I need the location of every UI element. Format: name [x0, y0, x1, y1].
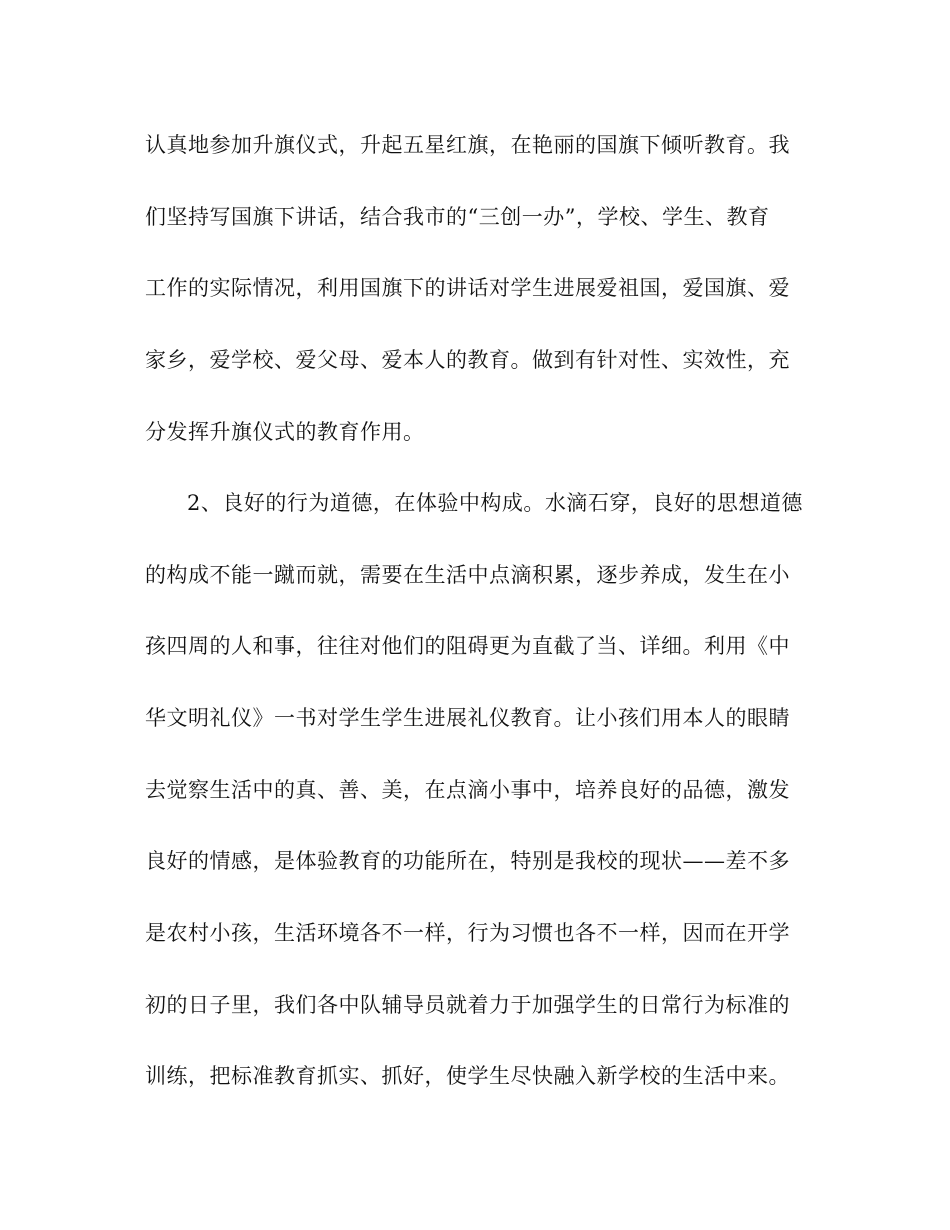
paragraph-start-line: 2、良好的行为道德，在体验中构成。水滴石穿，良好的思想道德 — [187, 491, 803, 515]
text-line: 良好的情感，是体验教育的功能所在，特别是我校的现状——差不多 — [145, 849, 790, 873]
text-line: 孩四周的人和事，往往对他们的阻碍更为直截了当、详细。利用《中 — [145, 634, 790, 658]
text-line: 家乡，爱学校、爱父母、爱本人的教育。做到有针对性、实效性，充 — [145, 348, 790, 372]
text-line: 们坚持写国旗下讲话，结合我市的“三创一办”，学校、学生、教育 — [145, 205, 770, 229]
text-line: 认真地参加升旗仪式，升起五星红旗，在艳丽的国旗下倾听教育。我 — [145, 133, 790, 157]
text-line: 的构成不能一蹴而就，需要在生活中点滴积累，逐步养成，发生在小 — [145, 563, 790, 587]
text-line: 去觉察生活中的真、善、美，在点滴小事中，培养良好的品德，激发 — [145, 778, 790, 802]
text-line: 训练，把标准教育抓实、抓好，使学生尽快融入新学校的生活中来。 — [145, 1064, 790, 1088]
text-line: 工作的实际情况，利用国旗下的讲话对学生进展爱祖国，爱国旗、爱 — [145, 276, 790, 300]
text-line: 是农村小孩，生活环境各不一样，行为习惯也各不一样，因而在开学 — [145, 921, 790, 945]
text-line: 分发挥升旗仪式的教育作用。 — [145, 420, 425, 444]
text-line: 初的日子里，我们各中队辅导员就着力于加强学生的日常行为标准的 — [145, 993, 790, 1017]
text-line: 华文明礼仪》一书对学生学生进展礼仪教育。让小孩们用本人的眼睛 — [145, 706, 790, 730]
